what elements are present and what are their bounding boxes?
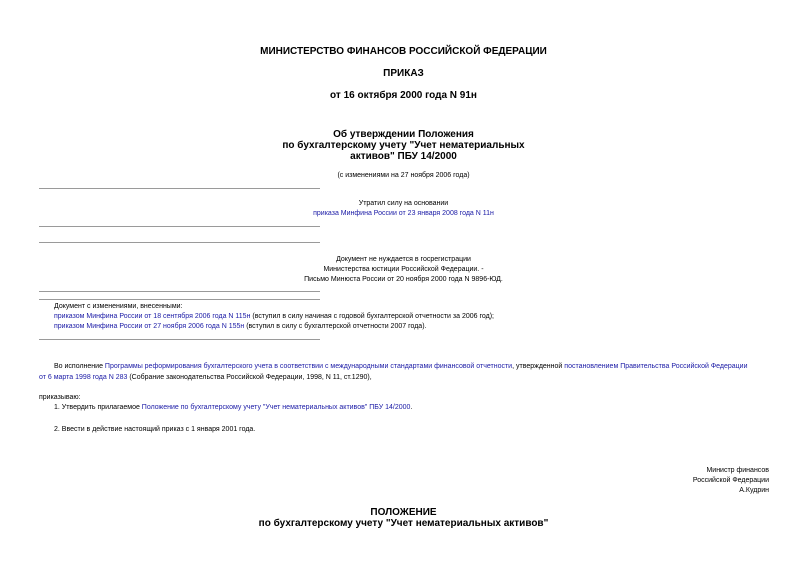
change-item-1 — [54, 313, 494, 320]
amendment-note: (с изменениями на 27 ноября 2006 года) — [337, 172, 470, 179]
signature-line-1: Министр финансов — [706, 467, 769, 474]
change-item-2 — [54, 323, 426, 330]
preamble-mid: , утвержденной — [512, 363, 565, 370]
clause-1-prefix: 1. Утвердить прилагаемое — [54, 404, 142, 411]
government-decree-link[interactable]: постановлением Правительства Российской Федерации — [564, 363, 748, 370]
ministry-heading: МИНИСТЕРСТВО ФИНАНСОВ РОССИЙСКОЙ ФЕДЕРАЦИИ — [260, 46, 547, 57]
clause-1 — [54, 404, 412, 411]
registration-note-line-2: Министерства юстиции Российской Федерации. - — [323, 266, 484, 273]
divider — [39, 188, 320, 189]
date-number-heading: от 16 октября 2000 года N 91н — [330, 90, 477, 101]
void-note-text: Утратил силу на основании — [358, 200, 449, 207]
preamble-line-1 — [54, 363, 747, 370]
registration-note-line-1: Документ не нуждается в госрегистрации — [336, 256, 471, 263]
divider — [39, 291, 320, 292]
change-item-2-text: (вступил в силу с бухгалтерской отчетности 2007 года). — [244, 323, 427, 330]
changes-intro: Документ с изменениями, внесенными: — [54, 303, 183, 310]
title-line-1: Об утверждении Положения — [333, 129, 474, 140]
divider — [39, 226, 320, 227]
polozhenie-subtitle: по бухгалтерскому учету "Учет нематериальных активов" — [258, 518, 549, 529]
divider — [39, 299, 320, 300]
preamble-prefix: Во исполнение — [54, 363, 105, 370]
clause-2: 2. Ввести в действие настоящий приказ с 1 января 2001 года. — [54, 426, 256, 433]
clause-1-suffix: . — [410, 404, 413, 411]
government-decree-date-link[interactable]: от 6 марта 1998 года N 283 — [39, 374, 128, 381]
divider — [39, 242, 320, 243]
change-item-1-text: (вступил в силу начиная с годовой бухгалтерской отчетности за 2006 год); — [250, 313, 494, 320]
divider — [39, 339, 320, 340]
title-line-3: активов" ПБУ 14/2000 — [350, 151, 457, 162]
polozhenie-link[interactable]: Положение по бухгалтерскому учету "Учет нематериальных активов" ПБУ 14/2000 — [141, 404, 411, 411]
signature-line-3: А.Кудрин — [739, 487, 769, 494]
preamble-line-2 — [39, 374, 372, 381]
title-line-2: по бухгалтерскому учету "Учет нематериальных — [282, 140, 525, 151]
preamble-suffix: (Собрание законодательства Российской Федерации, 1998, N 11, ст.1290), — [127, 374, 372, 381]
change-order-link-2[interactable]: приказом Минфина России от 27 ноября 2006 года N 155н — [54, 323, 245, 330]
signature-line-2: Российской Федерации — [692, 477, 769, 484]
change-order-link-1[interactable]: приказом Минфина России от 18 сентября 2006 года N 115н — [54, 313, 251, 320]
registration-note-line-3: Письмо Минюста России от 20 ноября 2000 года N 9896-ЮД. — [304, 276, 503, 283]
reform-program-link[interactable]: Программы реформирования бухгалтерского учета в соответствии с международными стандартами финансовой отчетности — [104, 363, 513, 370]
doc-type-heading: ПРИКАЗ — [383, 68, 424, 79]
order-word: приказываю: — [39, 394, 81, 401]
void-order-link[interactable]: приказа Минфина России от 23 января 2008 года N 11н — [313, 210, 494, 217]
polozhenie-title: ПОЛОЖЕНИЕ — [370, 507, 437, 518]
